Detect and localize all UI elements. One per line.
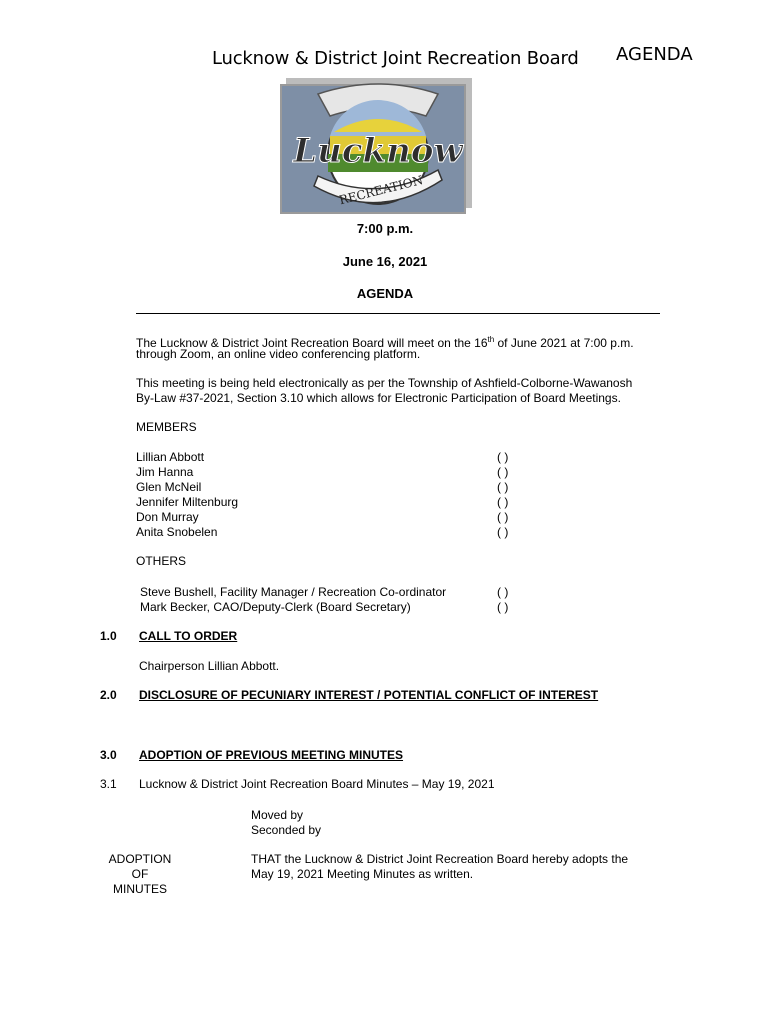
- meeting-time: 7:00 p.m.: [356, 221, 414, 236]
- side-label: MINUTES: [113, 882, 167, 896]
- intro-line-2: through Zoom, an online video conferencing platform.: [136, 347, 421, 361]
- section-title-call-to-order: CALL TO ORDER: [139, 629, 238, 643]
- attendance-mark: ( ): [497, 525, 509, 539]
- lucknow-recreation-logo: [278, 76, 478, 216]
- divider-rule: [136, 313, 660, 314]
- attendance-mark: ( ): [497, 495, 509, 509]
- section-title-disclosure: DISCLOSURE OF PECUNIARY INTEREST / POTENTIAL CONFLICT OF INTEREST: [139, 688, 599, 702]
- seconded-by: Seconded by: [251, 823, 322, 837]
- other-attendee: Mark Becker, CAO/Deputy-Clerk (Board Secretary): [140, 600, 411, 614]
- meeting-date: June 16, 2021: [342, 254, 428, 269]
- member-name: Jennifer Miltenburg: [136, 495, 239, 509]
- section-number: 1.0: [100, 629, 117, 643]
- intro-line-3: This meeting is being held electronically as per the Township of Ashfield-Colborne-Wawanosh: [136, 376, 633, 390]
- attendance-mark: ( ): [497, 585, 509, 599]
- member-name: Anita Snobelen: [136, 525, 218, 539]
- others-heading: OTHERS: [136, 554, 187, 568]
- section-number: 2.0: [100, 688, 117, 702]
- member-name: Jim Hanna: [136, 465, 194, 479]
- section-title-adoption: ADOPTION OF PREVIOUS MEETING MINUTES: [139, 748, 404, 762]
- member-name: Glen McNeil: [136, 480, 202, 494]
- section-number: 3.0: [100, 748, 117, 762]
- side-label: OF: [131, 867, 149, 881]
- motion-text: May 19, 2021 Meeting Minutes as written.: [251, 867, 474, 881]
- logo-word: Lucknow: [293, 131, 463, 171]
- section-text: Chairperson Lillian Abbott.: [139, 659, 280, 673]
- member-name: Don Murray: [136, 510, 199, 524]
- moved-by: Moved by: [251, 808, 304, 822]
- side-label: ADOPTION: [108, 852, 172, 866]
- agenda-label: AGENDA: [616, 44, 693, 65]
- attendance-mark: ( ): [497, 600, 509, 614]
- section-text: Lucknow & District Joint Recreation Board Minutes – May 19, 2021: [139, 777, 495, 791]
- attendance-mark: ( ): [497, 510, 509, 524]
- member-name: Lillian Abbott: [136, 450, 205, 464]
- document-title: Lucknow & District Joint Recreation Board: [212, 48, 579, 69]
- attendance-mark: ( ): [497, 480, 509, 494]
- section-number: 3.1: [100, 777, 117, 791]
- logo-subword: RECREATION: [337, 172, 425, 208]
- motion-text: THAT the Lucknow & District Joint Recreation Board hereby adopts the: [251, 852, 629, 866]
- attendance-mark: ( ): [497, 465, 509, 479]
- members-heading: MEMBERS: [136, 420, 197, 434]
- intro-line-1: The Lucknow & District Joint Recreation Board will meet on the 16th of June 2021 at 7:00 p.m.: [136, 335, 634, 350]
- other-attendee: Steve Bushell, Facility Manager / Recreation Co-ordinator: [140, 585, 447, 599]
- intro-line-4: By-Law #37-2021, Section 3.10 which allows for Electronic Participation of Board Meetings.: [136, 391, 621, 405]
- attendance-mark: ( ): [497, 450, 509, 464]
- agenda-heading: AGENDA: [356, 286, 414, 301]
